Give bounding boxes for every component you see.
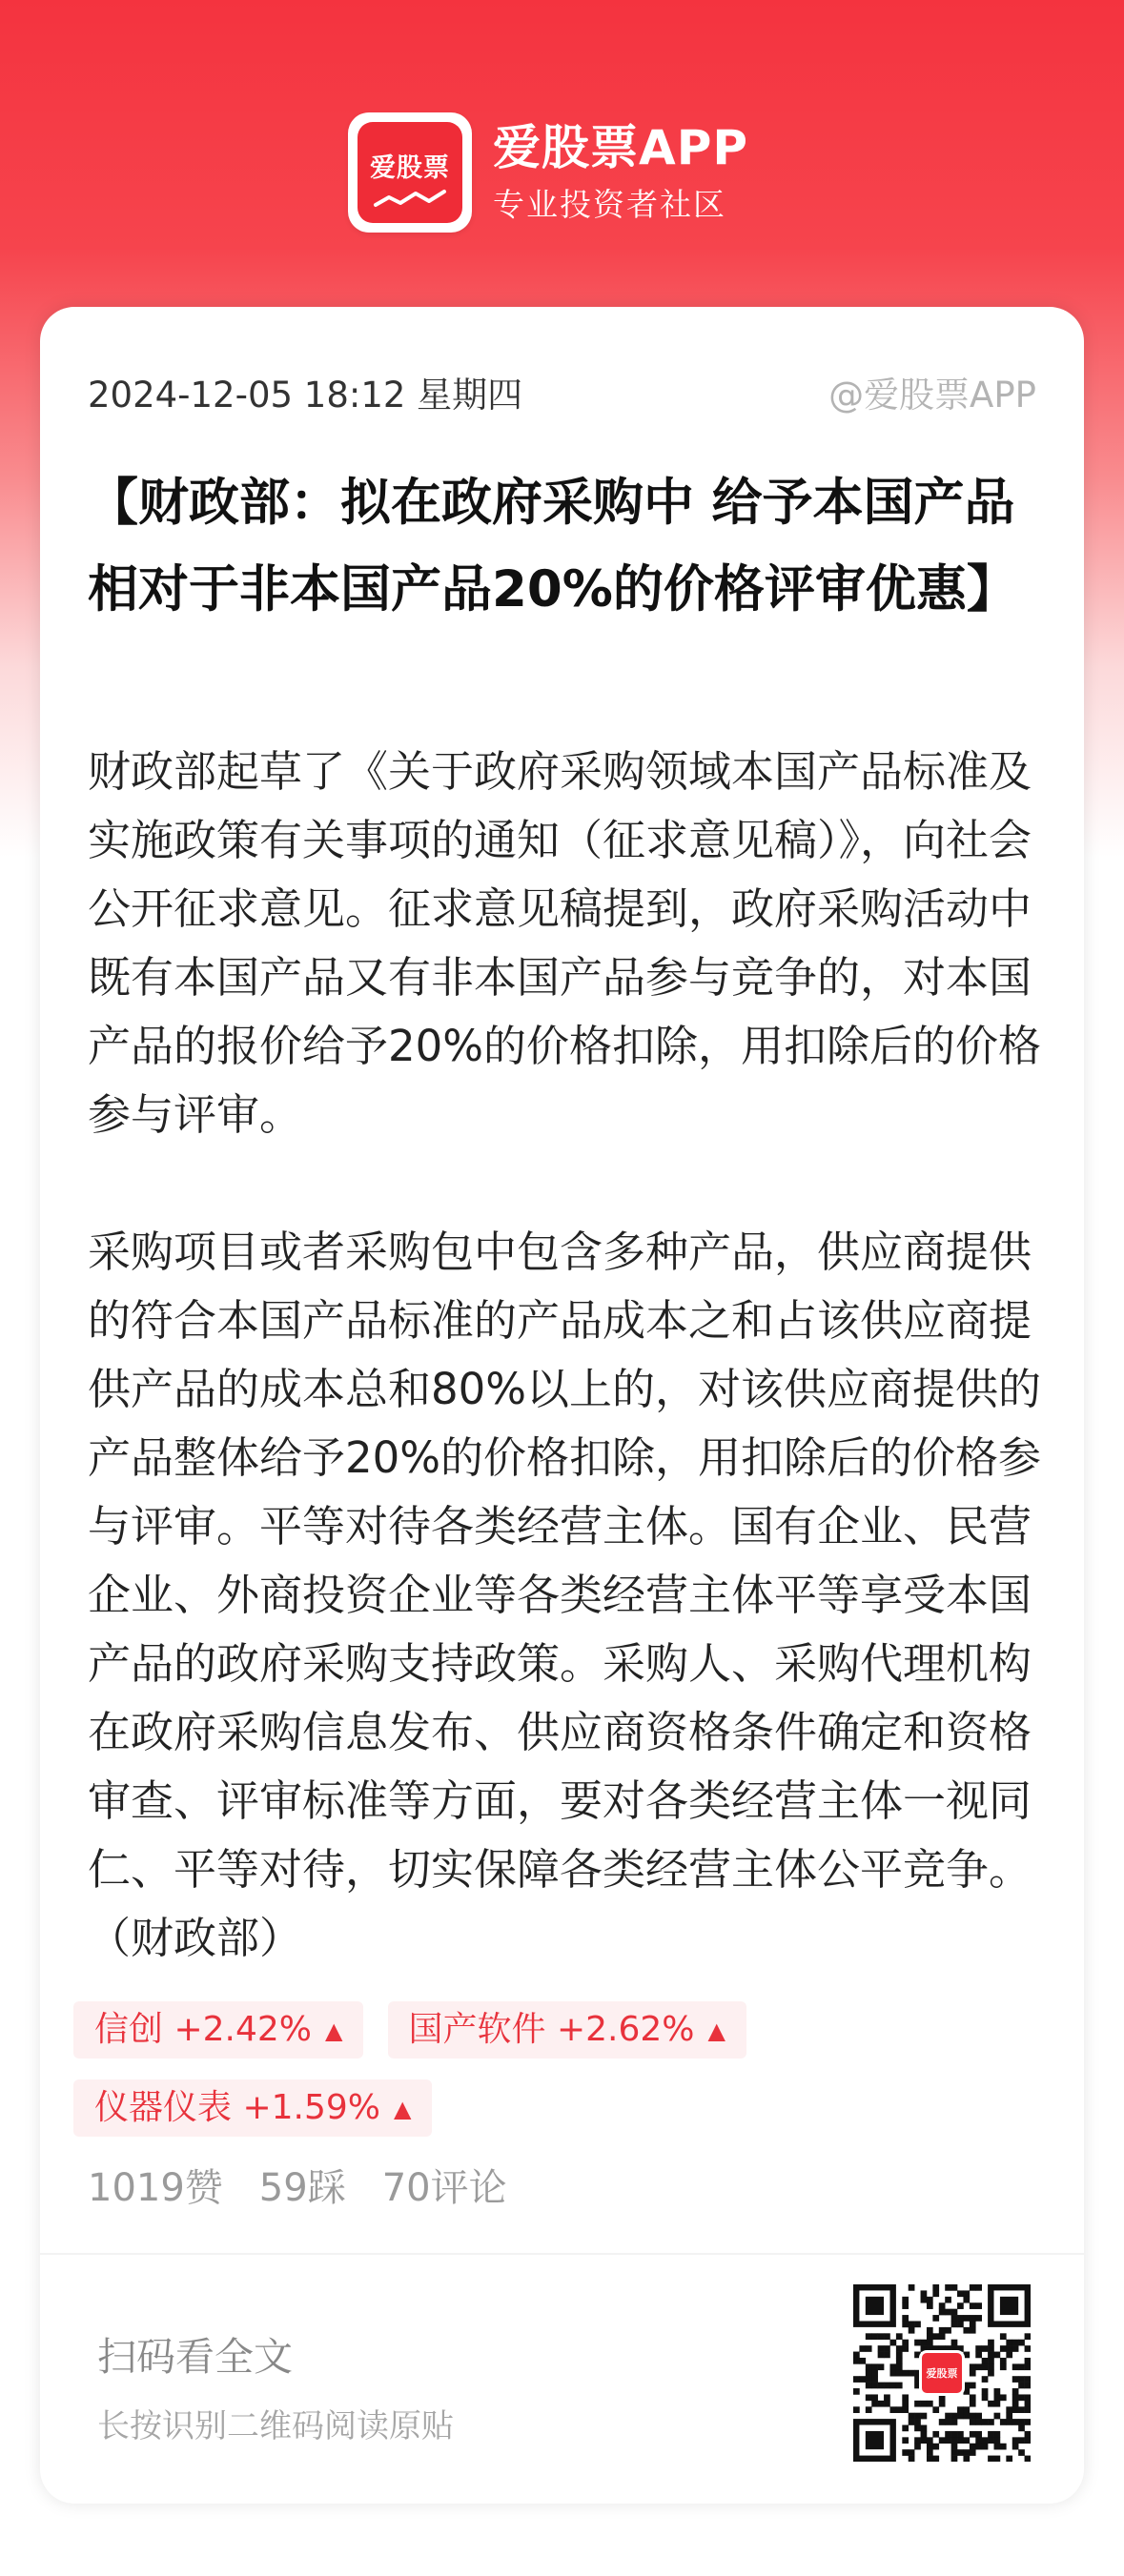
app-slogan: 专业投资者社区 — [493, 186, 726, 223]
app-header — [348, 112, 748, 233]
sector-tag-xinchuang[interactable] — [73, 2001, 363, 2059]
up-arrow-icon: ▲ — [393, 2096, 412, 2122]
scan-title: 扫码看全文 — [97, 2334, 293, 2380]
tag-label: 国产软件 +2.62% — [408, 2010, 695, 2049]
up-arrow-icon: ▲ — [324, 2018, 343, 2044]
dislikes-count[interactable]: 59踩 — [258, 2166, 346, 2210]
post-paragraph: 财政部起草了《关于政府采购领域本国产品标准及实施政策有关事项的通知（征求意见稿）》，向社会公开征求意见。征求意见稿提到，政府采购活动中既有本国产品又有非本国产品参与竞争的，对本国产品的报价给予20%的价格扣除，用扣除后的价格参与评审。 — [88, 746, 1042, 1140]
post-body — [88, 738, 1051, 1973]
post-paragraph: 采购项目或者采购包中包含多种产品，供应商提供的符合本国产品标准的产品成本之和占该供应商提供产品的成本总和80%以上的，对该供应商提供的产品整体给予20%的价格扣除，用扣除后的价格参与评审。平等对待各类经营主体。国有企业、民营企业、外商投资企业等各类经营主体平等享受本国产品的政府采购支持政策。采购人、采购代理机构在政府采购信息发布、供应商资格条件确定和资格审查、评审标准等方面，要对各类经营主体一视同仁、平等对待，切实保障各类经营主体公平竞争。（财政部） — [88, 1227, 1042, 1963]
post-datetime: 2024-12-05 18:12 星期四 — [88, 375, 523, 416]
divider — [40, 2253, 1084, 2255]
post-source[interactable]: @爱股票APP — [828, 375, 1036, 416]
post-meta — [88, 366, 1036, 417]
qr-logo: 爱股票 — [919, 2350, 965, 2396]
app-logo — [348, 112, 472, 233]
qr-code[interactable] — [853, 2284, 1031, 2462]
app-name: 爱股票APP — [493, 120, 748, 175]
post-card — [40, 307, 1084, 2504]
logo-text: 爱股票 — [370, 153, 450, 183]
post-stats — [88, 2158, 543, 2212]
tag-label: 仪器仪表 +1.59% — [94, 2088, 380, 2127]
sector-tags — [73, 2001, 1055, 2158]
post-title: 【财政部：拟在政府采购中 给予本国产品相对于非本国产品20%的价格评审优惠】 — [88, 474, 1017, 619]
up-arrow-icon: ▲ — [707, 2018, 725, 2044]
scan-subtitle: 长按识别二维码阅读原贴 — [97, 2407, 454, 2445]
tag-label: 信创 +2.42% — [94, 2010, 312, 2049]
sector-tag-instruments[interactable] — [73, 2079, 432, 2137]
stock-chart-icon — [372, 188, 448, 213]
comments-count[interactable]: 70评论 — [381, 2166, 507, 2210]
sector-tag-domestic-software[interactable] — [388, 2001, 746, 2059]
likes-count[interactable]: 1019赞 — [88, 2166, 223, 2210]
